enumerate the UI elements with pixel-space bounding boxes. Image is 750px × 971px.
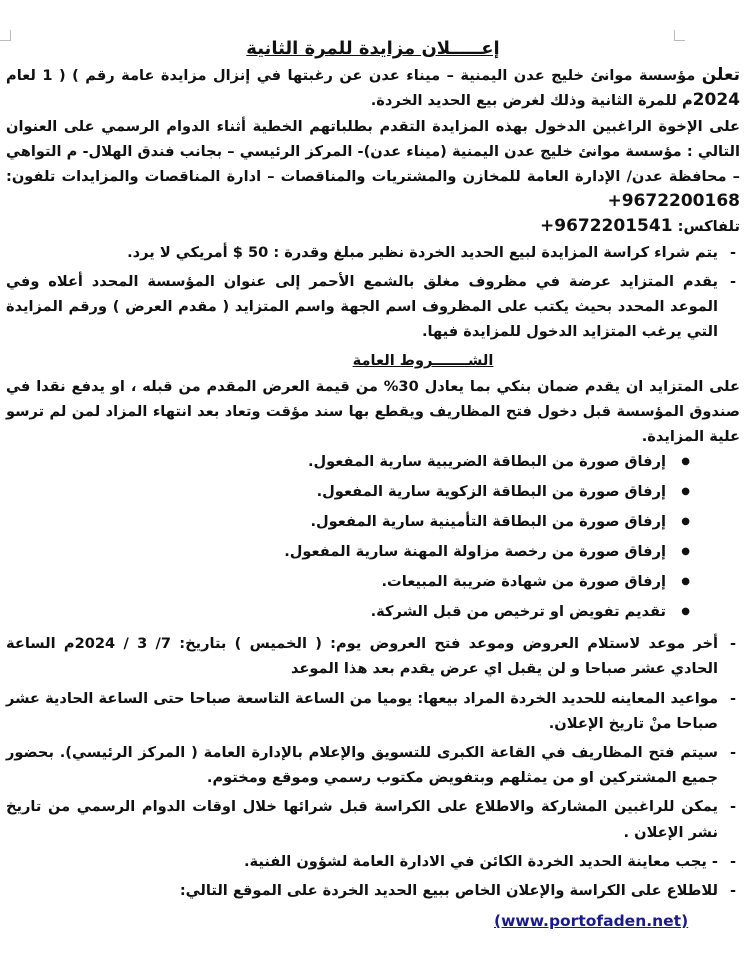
- address-line-2: مؤسسة موانئ خليج عدن اليمنية (ميناء عدن)- المركز الرئيسي – بجانب فندق الهلال- م التواهي – محافظة: [6, 142, 740, 186]
- requirements-list: [6, 240, 740, 345]
- intro-lead-word: تعلن: [701, 65, 740, 86]
- list-item: - يقدم المتزايد عرضة في مظروف مغلق بالشمع الأحمر إلى عنوان المؤسسة المحدد أعلاه وفي الموعد المحدد بحيث يكتب على المظروف اسم الجهة واسم المتزايد ( مقدم العرض ) ورقم المزايدة التي يرغب المتزايد الدخول للمزايدة فيها.: [6, 269, 740, 345]
- list-item: ● إرفاق صورة من البطاقة الضريبية سارية المفعول.: [6, 451, 690, 473]
- phone-number: +9672200168: [607, 191, 740, 212]
- fax-label: تلفاكس:: [677, 218, 740, 236]
- intro-year: 2024: [692, 90, 740, 111]
- list-item: - يتم شراء كراسة المزايدة لبيع الحديد الخردة نظير مبلغ وقدرة : 50 $ أمريكي لا يرد.: [6, 240, 740, 265]
- list-item: - يمكن للراغبين المشاركة والاطلاع على الكراسة قبل شرائها خلال اوقات الدوام الرسمي من تاريخ نشر الإعلان .: [6, 794, 740, 844]
- list-item: ● إرفاق صورة من البطاقة التأمينية سارية المفعول.: [6, 511, 690, 533]
- intro-text: مؤسسة موانئ خليج عدن اليمنية – ميناء عدن عن رغبتها في إنزال مزايدة عامة رقم ) ( 1 لعام: [6, 67, 696, 85]
- announcement-document: [6, 36, 740, 934]
- list-item: - للاطلاع على الكراسة والإعلان الخاص ببيع الحديد الخردة على الموقع التالي:: [6, 878, 740, 903]
- address-line-1: على الإخوة الراغبين الدخول بهذه المزايدة التقدم بطلباتهم الخطية أثناء الدوام الرسمي على العنوان التالي :: [6, 117, 740, 160]
- list-item: - سيتم فتح المظاريف في القاعة الكبرى للتسويق والإعلام بالإدارة العامة ( المركز الرئيسي). بحضور جميع المشتركين او من يمثلهم وبتفويض مكتوب رسمي وموقع ومختوم.: [6, 740, 740, 790]
- announcement-title: إعـــــلان مزايدة للمرة الثانية: [246, 38, 500, 59]
- intro-paragraph: [6, 63, 740, 113]
- list-item: - أخر موعد لاستلام العروض وموعد فتح العروض يوم: ( الخميس ) بتاريخ: 7/ 3 / 2024م الساعة الحادي عشر صباحا و لن يقبل اي عرض يقدم بعد هذا الموعد: [6, 631, 740, 681]
- conditions-heading: الشـــــــروط العامة: [352, 352, 494, 370]
- attachments-list: [6, 451, 740, 623]
- list-item: ● إرفاق صورة من رخصة مزاولة المهنة سارية المفعول.: [6, 541, 690, 563]
- list-item: - - يجب معاينة الحديد الخردة الكائن في الادارة العامة لشؤون الفنية.: [6, 849, 740, 874]
- list-item: ● إرفاق صورة من شهادة ضريبة المبيعات.: [6, 571, 690, 593]
- website-line: [6, 909, 740, 934]
- address-line-3: عدن/ الإدارة العامة للمخازن والمشتريات والمناقصات – ادارة المناقصات والمزايدات تلفون:: [6, 168, 663, 186]
- list-item: ● إرفاق صورة من البطاقة الزكوية سارية المفعول.: [6, 481, 690, 503]
- guarantee-paragraph: على المتزايد ان يقدم ضمان بنكي بما يعادل 30% من قيمة العرض المقدم من قبله ، او يدفع نقدا في صندوق المؤسسة قبل دخول فتح المظاريف ويقطع بها سند مؤقت وتعاد بعد انتهاء المزاد لمن لم ترسو علية المزايدة.: [6, 377, 740, 446]
- list-item: - مواعيد المعاينه للحديد الخردة المراد بيعها: يوميا من الساعة التاسعة صباحا حتى الساعة الحادية عشر صباحا منْ تاريخ الإعلان.: [6, 686, 740, 736]
- schedule-list: [6, 631, 740, 903]
- fax-number: +9672201541: [540, 216, 673, 237]
- intro-text-2: م للمرة الثانية وذلك لغرض بيع الحديد الخردة.: [370, 92, 693, 110]
- website-link[interactable]: (www.portofaden.net): [494, 912, 689, 931]
- list-item: ● تقديم تفويض او ترخيص من قبل الشركة.: [6, 601, 690, 623]
- address-paragraph: [6, 114, 740, 240]
